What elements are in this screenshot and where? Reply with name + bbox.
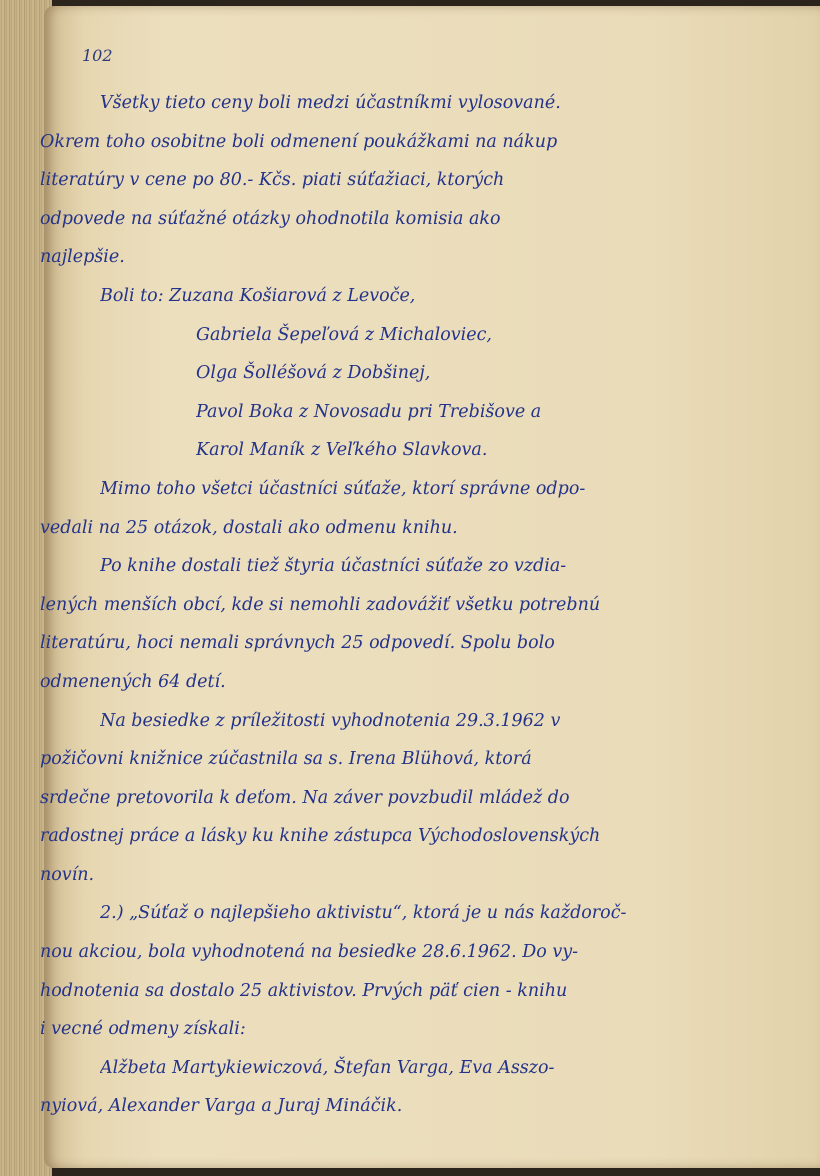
text-line: Všetky tieto ceny boli medzi účastníkmi vylosované. — [100, 93, 561, 113]
text-line: odmenených 64 detí. — [40, 671, 226, 692]
text-line: Gabriela Šepeľová z Michaloviec, — [196, 324, 492, 345]
text-line: Pavol Boka z Novosadu pri Trebišove a — [196, 401, 542, 422]
text-line: Boli to: Zuzana Košiarová z Levoče, — [100, 285, 416, 306]
text-line: radostnej práce a lásky ku knihe zástupca Východoslovenských — [40, 826, 601, 847]
text-line: nou akciou, bola vyhodnotená na besiedke 28.6.1962. Do vy- — [40, 942, 579, 963]
text-line: Po knihe dostali tiež štyria účastníci súťaže zo vzdia- — [100, 556, 567, 577]
text-line: Okrem toho osobitne boli odmenení poukážkami na nákup — [40, 131, 558, 152]
handwritten-text — [40, 84, 760, 1126]
text-line: Olga Šolléšová z Dobšinej, — [196, 363, 431, 384]
text-line: srdečne pretovorila k deťom. Na záver povzbudil mládež do — [40, 787, 570, 808]
text-line: Karol Maník z Veľkého Slavkova. — [196, 440, 488, 461]
text-line: 2.) „Súťaž o najlepšieho aktivistu“, ktorá je u nás každoroč- — [100, 903, 627, 924]
text-line: hodnotenia sa dostalo 25 aktivistov. Prvých päť cien - knihu — [40, 980, 568, 1001]
text-line: literatúry v cene po 80.- Kčs. piati súťažiaci, ktorých — [40, 170, 505, 191]
text-line: odpovede na súťažné otázky ohodnotila komisia ako — [40, 208, 501, 229]
text-line: najlepšie. — [40, 247, 125, 268]
text-line: Alžbeta Martykiewiczová, Štefan Varga, Eva Asszo- — [100, 1057, 555, 1078]
text-line: nyiová, Alexander Varga a Juraj Mináčik. — [40, 1096, 403, 1117]
text-line: literatúru, hoci nemali správnych 25 odpovedí. Spolu bolo — [40, 633, 555, 654]
text-line: Mimo toho všetci účastníci súťaže, ktorí správne odpo- — [100, 478, 586, 499]
page-number: 102 — [82, 46, 113, 65]
text-line: lených menších obcí, kde si nemohli zadovážiť všetku potrebnú — [40, 594, 601, 615]
text-line: Na besiedke z príležitosti vyhodnotenia 29.3.1962 v — [100, 710, 561, 731]
text-line: i vecné odmeny získali: — [40, 1019, 246, 1040]
text-line: vedali na 25 otázok, dostali ako odmenu knihu. — [40, 517, 458, 538]
text-line: požičovni knižnice zúčastnila sa s. Irena Blühová, ktorá — [40, 749, 532, 770]
text-line: novín. — [40, 864, 95, 885]
